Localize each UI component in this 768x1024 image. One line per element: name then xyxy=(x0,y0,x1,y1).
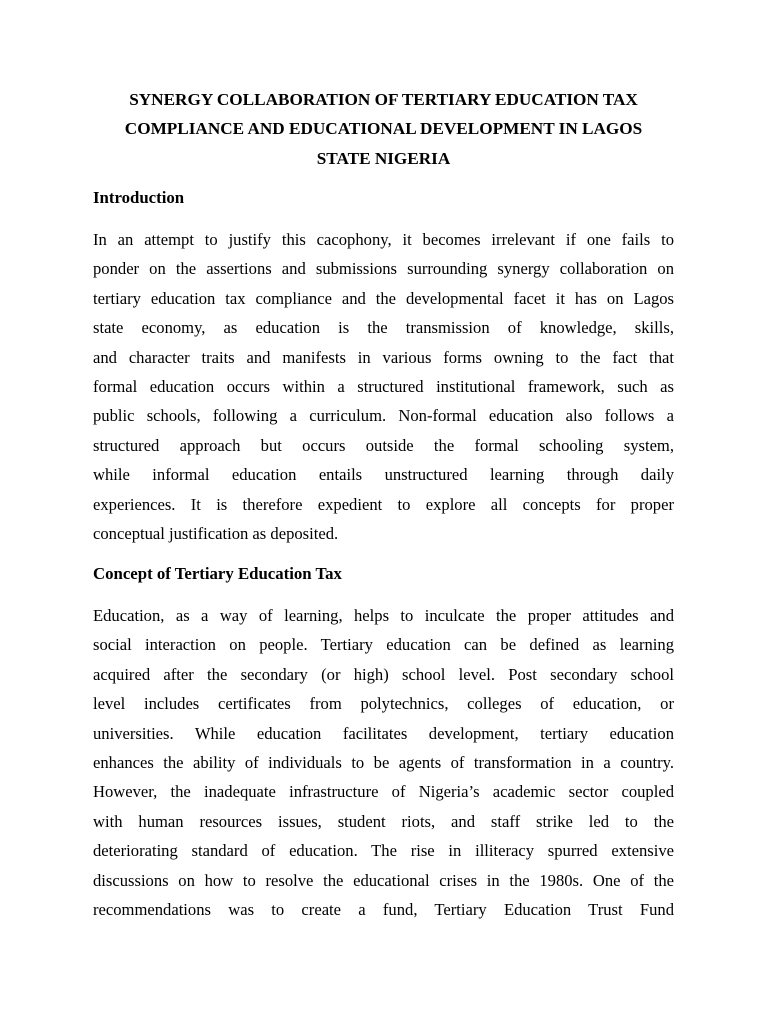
paragraph-line: deteriorating standard of education. The rise in illiteracy spurred extensive xyxy=(93,841,674,861)
paragraph-line: state economy, as education is the transmission of knowledge, skills, xyxy=(93,318,674,338)
section-heading-introduction: Introduction xyxy=(93,188,185,207)
document-title xyxy=(93,85,674,173)
paragraph-line: public schools, following a curriculum. Non-formal education also follows a xyxy=(93,406,674,426)
paragraph-line: with human resources issues, student riots, and staff strike led to the xyxy=(93,811,674,831)
title-line: SYNERGY COLLABORATION OF TERTIARY EDUCATION TAX xyxy=(129,90,638,109)
paragraph-line: ponder on the assertions and submissions surrounding synergy collaboration on xyxy=(93,259,674,279)
paragraph-line: enhances the ability of individuals to be agents of transformation in a country. xyxy=(93,752,674,772)
paragraph-line: universities. While education facilitates development, tertiary education xyxy=(93,723,674,743)
paragraph-line: recommendations was to create a fund, Tertiary Education Trust Fund xyxy=(93,899,674,919)
paragraph-line: tertiary education tax compliance and the developmental facet it has on Lagos xyxy=(93,288,674,308)
paragraph-line: formal education occurs within a structured institutional framework, such as xyxy=(93,376,674,396)
paragraph-line: Education, as a way of learning, helps to inculcate the proper attitudes and xyxy=(93,606,674,625)
title-line: COMPLIANCE AND EDUCATIONAL DEVELOPMENT IN LAGOS xyxy=(124,119,643,139)
paragraph-line: In an attempt to justify this cacophony, it becomes irrelevant if one fails to xyxy=(93,230,674,249)
paragraph-line: and character traits and manifests in various forms owning to the fact that xyxy=(93,347,674,367)
paragraph-line: level includes certificates from polytechnics, colleges of education, or xyxy=(93,694,674,714)
paragraph-line: social interaction on people. Tertiary education can be defined as learning xyxy=(93,635,674,655)
paragraph-line: experiences. It is therefore expedient to explore all concepts for proper xyxy=(93,494,674,514)
tertiary-education-tax-paragraph xyxy=(93,601,674,924)
paragraph-line: discussions on how to resolve the educational crises in the 1980s. One of the xyxy=(93,870,674,890)
paragraph-line: acquired after the secondary (or high) school level. Post secondary school xyxy=(93,664,674,684)
paragraph-line: conceptual justification as deposited. xyxy=(93,523,339,543)
title-line: STATE NIGERIA xyxy=(316,148,451,168)
paragraph-line: structured approach but occurs outside the formal schooling system, xyxy=(93,435,674,455)
paragraph-line: while informal education entails unstructured learning through daily xyxy=(93,465,674,485)
paragraph-line: However, the inadequate infrastructure of Nigeria’s academic sector coupled xyxy=(93,782,674,802)
section-heading-tertiary-education-tax: Concept of Tertiary Education Tax xyxy=(93,564,342,583)
introduction-paragraph xyxy=(93,225,674,548)
